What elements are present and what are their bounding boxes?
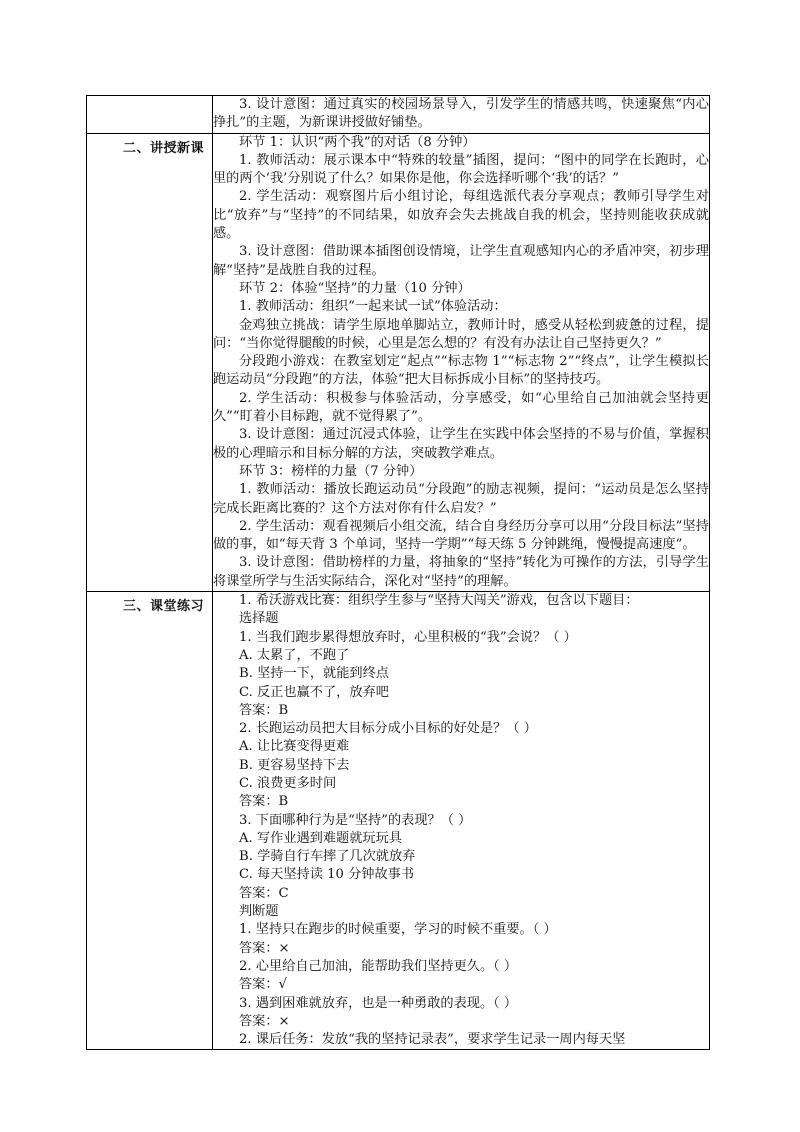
paragraph: 答案：C <box>239 885 289 901</box>
section-content-cell <box>213 96 710 134</box>
section-content-cell <box>213 592 710 1050</box>
paragraph: C. 浪费更多时间 <box>239 775 337 791</box>
paragraph: 3. 设计意图：通过沉浸式体验，让学生在实践中体会坚持的不易与价值，掌握积极的心理暗示和目标分解的方法，突破教学难点。 <box>213 427 709 461</box>
paragraph: 1. 教师活动：组织“一起来试一试”体验活动： <box>239 299 507 315</box>
paragraph: 分段跑小游戏：在教室划定“起点”“标志物 1”“标志物 2”“终点”，让学生模拟长跑运动员“分段跑”的方法，体验“把大目标拆成小目标”的坚持技巧。 <box>213 354 709 388</box>
paragraph: 1. 教师活动：播放长跑运动员“分段跑”的励志视频，提问：“运动员是怎么坚持完成长距离比赛的？这个方法对你有什么启发？” <box>213 482 709 516</box>
table-row <box>87 592 710 1050</box>
paragraph: 2. 学生活动：积极参与体验活动，分享感受，如“心里给自己加油就会坚持更久”“盯着小目标跑，就不觉得累了”。 <box>213 390 709 425</box>
paragraph: B. 更容易坚持下去 <box>239 757 350 773</box>
paragraph: 1. 当我们跑步累得想放弃时，心里积极的“我”会说？（ ） <box>239 629 577 645</box>
paragraph: 金鸡独立挑战：请学生原地单脚站立，教师计时，感受从轻松到疲惫的过程，提问：“当你觉得腿酸的时候，心里是怎么想的？有没有办法让自己坚持更久？” <box>213 317 709 351</box>
paragraph: B. 坚持一下，就能到终点 <box>239 666 389 682</box>
paragraph: 1. 希沃游戏比赛：组织学生参与“坚持大闯关”游戏，包含以下题目： <box>239 593 639 609</box>
section-label: 三、课堂练习 <box>122 599 204 615</box>
paragraph: 3. 遇到困难就放弃，也是一种勇敢的表现。（ ） <box>239 995 518 1011</box>
paragraph: 3. 设计意图：借助课本插图创设情境，让学生直观感知内心的矛盾冲突，初步理解“坚持”是战胜自我的过程。 <box>213 244 709 278</box>
section-content-cell <box>213 133 710 591</box>
paragraph: 选择题 <box>239 611 279 627</box>
paragraph: 答案：× <box>239 940 290 956</box>
section-label: 二、讲授新课 <box>122 140 204 156</box>
section-label-cell <box>87 96 213 134</box>
paragraph: A. 让比赛变得更难 <box>239 739 350 755</box>
paragraph: 环节 2：体验“坚持”的力量（10 分钟） <box>239 280 471 296</box>
paragraph: 2. 心里给自己加油，能帮助我们坚持更久。（ ） <box>239 958 518 974</box>
paragraph: 3. 下面哪种行为是“坚持”的表现？（ ） <box>239 812 472 828</box>
paragraph: 答案：B <box>239 702 289 718</box>
paragraph: 3. 设计意图：通过真实的校园场景导入，引发学生的情感共鸣，快速聚焦“内心挣扎”的主题，为新课讲授做好铺垫。 <box>213 97 709 131</box>
paragraph: 答案：B <box>239 794 289 810</box>
lesson-plan-table <box>86 95 710 1050</box>
paragraph: 环节 3：榜样的力量（7 分钟） <box>239 463 423 479</box>
section-label-cell <box>87 592 213 1050</box>
paragraph: A. 写作业遇到难题就玩玩具 <box>239 830 402 846</box>
paragraph: C. 反正也赢不了，放弃吧 <box>239 684 389 700</box>
paragraph: B. 学骑自行车摔了几次就放弃 <box>239 849 416 865</box>
paragraph: A. 太累了，不跑了 <box>239 647 350 663</box>
paragraph: 2. 课后任务：发放“我的坚持记录表”，要求学生记录一周内每天坚 <box>239 1032 626 1048</box>
table-row <box>87 96 710 134</box>
paragraph: 3. 设计意图：借助榜样的力量，将抽象的“坚持”转化为可操作的方法，引导学生将课堂所学与生活实际结合，深化对“坚持”的理解。 <box>213 555 709 589</box>
section-label-cell <box>87 133 213 591</box>
section-label <box>87 96 212 99</box>
paragraph: 2. 学生活动：观察图片后小组讨论，每组选派代表分享观点；教师引导学生对比“放弃”与“坚持”的不同结果，如放弃会失去挑战自我的机会，坚持则能收获成就感。 <box>213 189 709 242</box>
paragraph: 1. 教师活动：展示课本中“特殊的较量”插图，提问：“图中的同学在长跑时，心里的两个‘我’分别说了什么？如果你是他，你会选择听哪个‘我’的话？” <box>213 152 709 187</box>
paragraph: 答案：√ <box>239 977 287 993</box>
paragraph: 判断题 <box>239 904 279 920</box>
table-row <box>87 133 710 591</box>
paragraph: C. 每天坚持读 10 分钟故事书 <box>239 867 415 883</box>
paragraph: 1. 坚持只在跑步的时候重要，学习的时候不重要。（ ） <box>239 922 557 938</box>
paragraph: 2. 学生活动：观看视频后小组交流，结合自身经历分享可以用“分段目标法”坚持做的事，如“每天背 3 个单词，坚持一学期”“每天练 5 分钟跳绳，慢慢提高速度”。 <box>213 518 709 553</box>
paragraph: 环节 1：认识“两个我”的对话（8 分钟） <box>239 134 476 150</box>
paragraph: 答案：× <box>239 1013 290 1029</box>
paragraph: 2. 长跑运动员把大目标分成小目标的好处是？（ ） <box>239 721 537 737</box>
